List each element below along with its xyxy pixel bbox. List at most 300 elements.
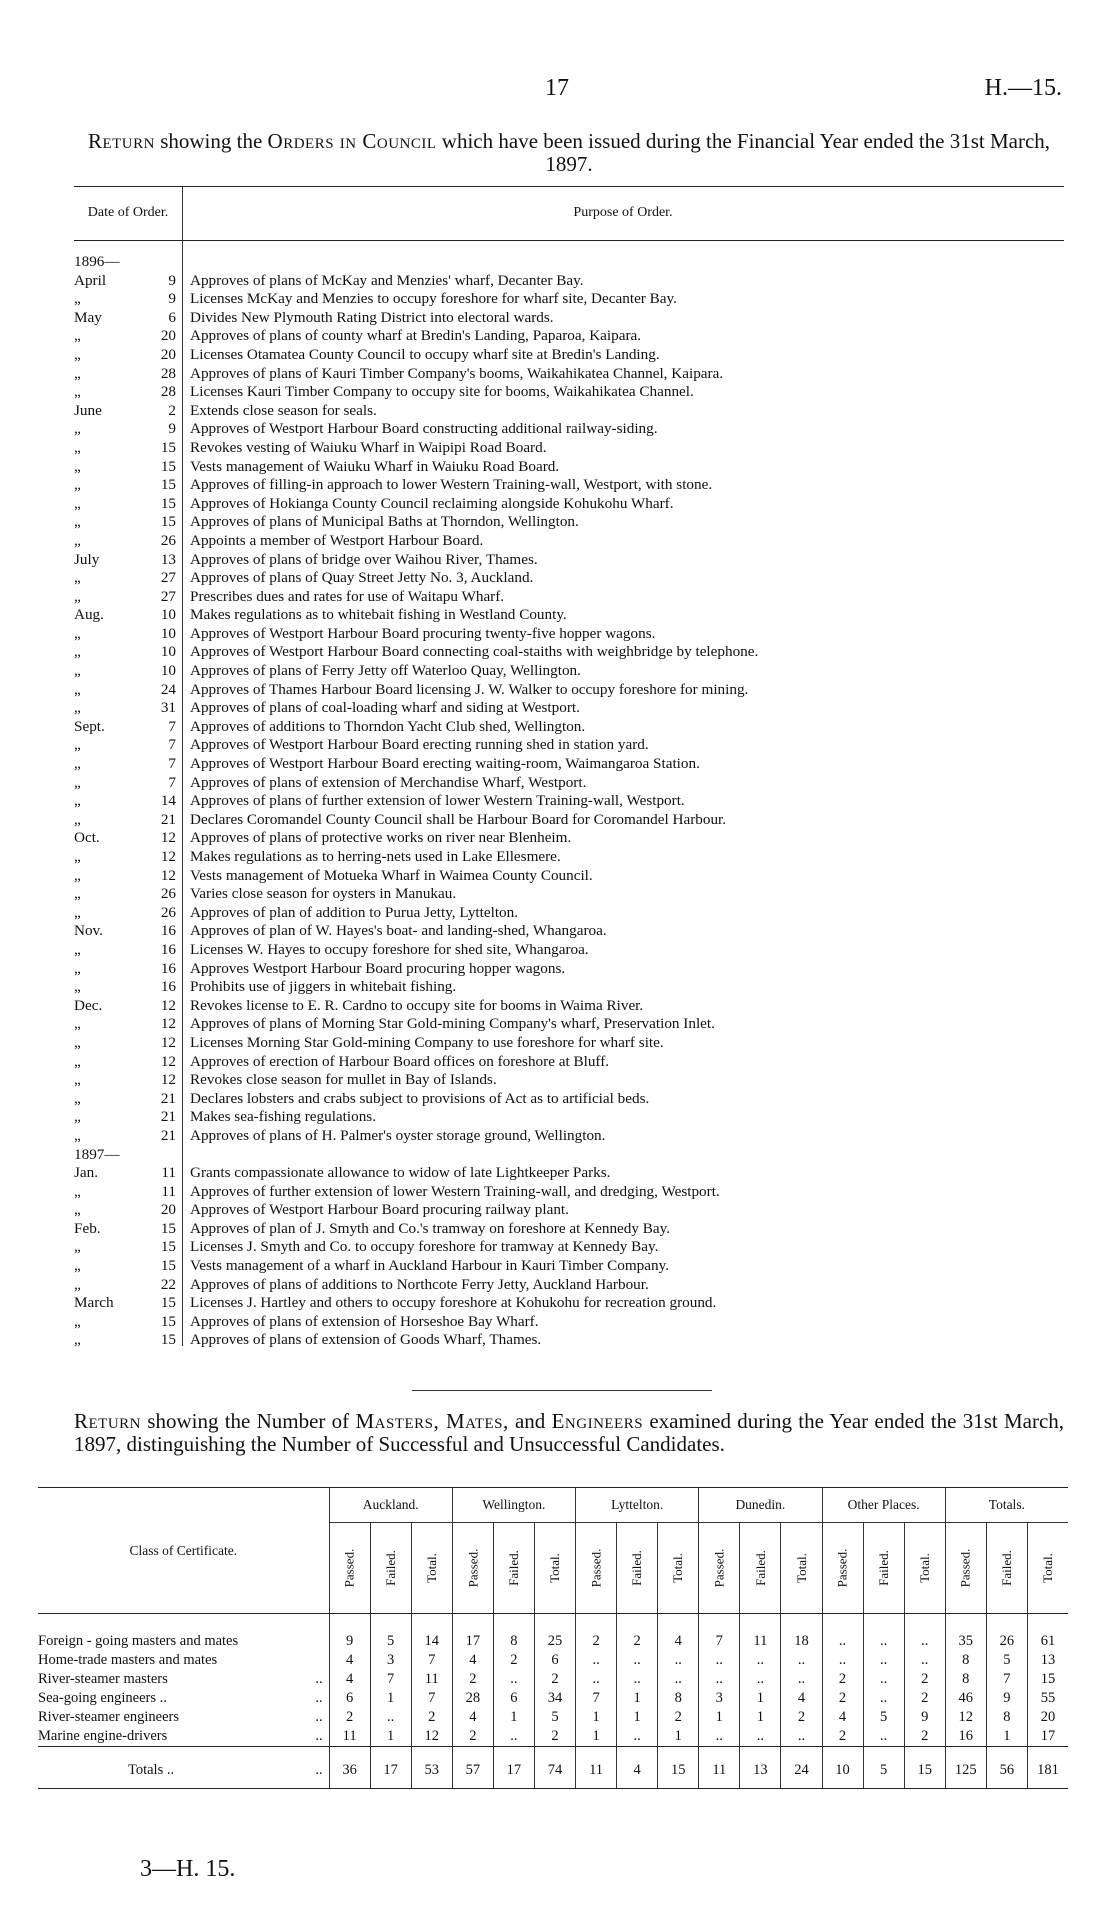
order-day: 7 — [168, 736, 176, 754]
order-day: 12 — [160, 1052, 176, 1070]
order-purpose: Approves of further extension of lower Western Training-wall, and dredging, Westport. — [190, 1182, 720, 1200]
count-cell: 7 — [370, 1670, 411, 1689]
order-month: „ — [74, 513, 81, 531]
count-cell: 11 — [411, 1670, 452, 1689]
count-cell: 4 — [617, 1747, 658, 1789]
order-month: „ — [74, 736, 81, 754]
count-cell: 7 — [986, 1670, 1027, 1689]
order-purpose: Extends close season for seals. — [190, 401, 377, 419]
order-row — [74, 1015, 1064, 1034]
order-row — [74, 941, 1064, 960]
count-cell: 2 — [452, 1670, 493, 1689]
count-cell: 13 — [1027, 1651, 1068, 1670]
order-row — [74, 458, 1064, 477]
subheader-cell — [534, 1523, 575, 1614]
order-day: 28 — [160, 383, 176, 401]
order-purpose: Makes sea-fishing regulations. — [190, 1108, 377, 1126]
count-cell: 5 — [986, 1651, 1027, 1670]
count-cell: 36 — [329, 1747, 370, 1789]
order-purpose: Revokes vesting of Waiuku Wharf in Waipipi Road Board. — [190, 438, 547, 456]
order-row — [74, 1313, 1064, 1332]
order-month: „ — [74, 531, 81, 549]
count-cell: 3 — [699, 1689, 740, 1708]
group-auckland: Auckland. — [329, 1488, 452, 1523]
order-day: 10 — [160, 662, 176, 680]
order-purpose: Approves of plans of coal-loading wharf and siding at Westport. — [190, 699, 580, 717]
order-purpose: Licenses W. Hayes to occupy foreshore for shed site, Whangaroa. — [190, 940, 589, 958]
count-cell: 1 — [617, 1689, 658, 1708]
order-day: 16 — [160, 978, 176, 996]
order-day: 26 — [160, 531, 176, 549]
page-reference: H.—15. — [984, 75, 1062, 101]
order-purpose: Vests management of Waiuku Wharf in Waiuku Road Board. — [190, 457, 560, 475]
year-marker: 1896— — [74, 253, 120, 270]
count-cell: .. — [822, 1614, 863, 1652]
count-cell: .. — [658, 1670, 699, 1689]
count-cell: .. — [617, 1727, 658, 1747]
order-row — [74, 885, 1064, 904]
order-row — [74, 643, 1064, 662]
count-cell: 4 — [781, 1689, 822, 1708]
order-day: 15 — [160, 1238, 176, 1256]
count-cell: 17 — [452, 1614, 493, 1652]
order-purpose: Approves of plans of extension of Merchandise Wharf, Westport. — [190, 773, 587, 791]
order-month: Jan. — [74, 1164, 99, 1182]
order-row — [74, 1201, 1064, 1220]
order-month: Oct. — [74, 829, 100, 847]
order-month: „ — [74, 755, 81, 773]
count-cell: 7 — [411, 1689, 452, 1708]
count-cell: 17 — [1027, 1727, 1068, 1747]
order-month: Sept. — [74, 717, 105, 735]
count-cell: .. — [781, 1727, 822, 1747]
order-month: Feb. — [74, 1219, 101, 1237]
order-row — [74, 829, 1064, 848]
count-cell: 2 — [822, 1670, 863, 1689]
order-purpose: Grants compassionate allowance to widow of late Lightkeeper Parks. — [190, 1164, 611, 1182]
count-cell: 2 — [822, 1689, 863, 1708]
count-cell: 24 — [781, 1747, 822, 1789]
page-number: 17 — [545, 75, 569, 101]
subheader-label: Passed. — [464, 1548, 480, 1587]
count-cell: 26 — [986, 1614, 1027, 1652]
subheader-label: Failed. — [752, 1549, 768, 1586]
order-purpose: Approves of plans of Quay Street Jetty No. 3, Auckland. — [190, 569, 534, 587]
order-purpose: Approves of Westport Harbour Board constructing additional railway-siding. — [190, 420, 658, 438]
count-cell: .. — [493, 1727, 534, 1747]
subheader-cell — [493, 1523, 534, 1614]
group-dunedin: Dunedin. — [699, 1488, 822, 1523]
count-cell: 25 — [534, 1614, 575, 1652]
order-day: 15 — [160, 494, 176, 512]
subheader-label: Failed. — [998, 1549, 1014, 1586]
order-month: „ — [74, 810, 81, 828]
order-row — [74, 1090, 1064, 1109]
subheader-cell — [452, 1523, 493, 1614]
subheader-cell — [1027, 1523, 1068, 1614]
count-cell: 2 — [493, 1651, 534, 1670]
count-cell: .. — [576, 1670, 617, 1689]
leader-dots: .. — [315, 1709, 323, 1725]
exam-heading-return: Return — [74, 1409, 142, 1433]
order-row — [74, 588, 1064, 607]
order-month: May — [74, 308, 102, 326]
subheader-label: Total. — [546, 1552, 562, 1583]
subheader-cell — [699, 1523, 740, 1614]
order-purpose: Approves of Thames Harbour Board licensing J. W. Walker to occupy foreshore for mining. — [190, 680, 749, 698]
footer-signature: 3—H. 15. — [140, 1856, 236, 1882]
count-cell: 1 — [493, 1708, 534, 1727]
count-cell: 2 — [411, 1708, 452, 1727]
order-purpose: Declares lobsters and crabs subject to provisions of Act as to artificial beds. — [190, 1089, 650, 1107]
count-cell: 2 — [904, 1670, 945, 1689]
order-row — [74, 383, 1064, 402]
certificate-class-cell — [38, 1670, 329, 1689]
order-month: „ — [74, 624, 81, 642]
order-row — [74, 309, 1064, 328]
order-day: 21 — [160, 1108, 176, 1126]
count-cell: 1 — [740, 1708, 781, 1727]
order-row — [74, 1331, 1064, 1350]
count-cell: 8 — [493, 1614, 534, 1652]
order-month: „ — [74, 1033, 81, 1051]
orders-heading-text-b: which have been issued during the Financial Year ended the 31st March, 1897. — [436, 129, 1051, 176]
count-cell: 46 — [945, 1689, 986, 1708]
order-row — [74, 774, 1064, 793]
certificate-class-label: Totals .. — [128, 1762, 175, 1778]
count-cell: 11 — [576, 1747, 617, 1789]
count-cell: .. — [617, 1670, 658, 1689]
order-row — [74, 1257, 1064, 1276]
order-row — [74, 513, 1064, 532]
date-column-header: Date of Order. — [87, 205, 169, 220]
order-row — [74, 1127, 1064, 1146]
count-cell: 12 — [411, 1727, 452, 1747]
count-cell: 13 — [740, 1747, 781, 1789]
order-row — [74, 495, 1064, 514]
order-month: Nov. — [74, 922, 103, 940]
order-row — [74, 402, 1064, 421]
subheader-cell — [822, 1523, 863, 1614]
subheader-cell — [411, 1523, 452, 1614]
order-month: „ — [74, 1201, 81, 1219]
order-row — [74, 1220, 1064, 1239]
order-day: 27 — [160, 569, 176, 587]
order-row — [74, 978, 1064, 997]
count-cell: 6 — [493, 1689, 534, 1708]
order-month: „ — [74, 569, 81, 587]
count-cell: 7 — [699, 1614, 740, 1652]
count-cell: .. — [863, 1689, 904, 1708]
order-day: 7 — [168, 755, 176, 773]
order-day: 15 — [160, 513, 176, 531]
order-row — [74, 848, 1064, 867]
count-cell: 8 — [945, 1651, 986, 1670]
order-row — [74, 1276, 1064, 1295]
purpose-column-header: Purpose of Order. — [573, 205, 673, 220]
count-cell: 11 — [699, 1747, 740, 1789]
order-month: „ — [74, 848, 81, 865]
subheader-label: Failed. — [629, 1549, 645, 1586]
order-month: „ — [74, 792, 81, 810]
order-day: 10 — [160, 606, 176, 624]
count-cell: 2 — [329, 1708, 370, 1727]
orders-table-top-rule — [74, 186, 1064, 187]
order-row — [74, 327, 1064, 346]
order-purpose: Prescribes dues and rates for use of Waitapu Wharf. — [190, 587, 505, 605]
orders-list — [74, 253, 1064, 1350]
order-day: 9 — [168, 420, 176, 438]
count-cell: 5 — [370, 1614, 411, 1652]
totals-row — [38, 1747, 1068, 1789]
count-cell: 2 — [781, 1708, 822, 1727]
count-cell: .. — [740, 1670, 781, 1689]
count-cell: 1 — [740, 1689, 781, 1708]
order-month: „ — [74, 1312, 81, 1330]
order-purpose: Approves of plan of addition to Purua Jetty, Lyttelton. — [190, 903, 519, 921]
order-month: „ — [74, 773, 81, 791]
certificate-class-cell — [38, 1708, 329, 1727]
order-month: „ — [74, 680, 81, 698]
order-month: „ — [74, 587, 81, 605]
certificate-class-label: River-steamer engineers — [38, 1709, 180, 1725]
order-day: 15 — [160, 1294, 176, 1312]
count-cell: 10 — [822, 1747, 863, 1789]
order-row — [74, 811, 1064, 830]
order-row — [74, 904, 1064, 923]
order-day: 16 — [160, 959, 176, 977]
count-cell: .. — [822, 1651, 863, 1670]
order-month: „ — [74, 1182, 81, 1200]
certificate-row — [38, 1689, 1068, 1708]
exam-heading-engineers: Engineers — [551, 1409, 644, 1433]
count-cell: 11 — [740, 1614, 781, 1652]
subheader-cell — [617, 1523, 658, 1614]
count-cell: 9 — [986, 1689, 1027, 1708]
count-cell: .. — [658, 1651, 699, 1670]
order-row — [74, 1238, 1064, 1257]
year-marker: 1897— — [74, 1145, 120, 1163]
order-purpose: Approves of Westport Harbour Board procuring twenty-five hopper wagons. — [190, 624, 656, 642]
order-month: „ — [74, 1238, 81, 1256]
count-cell: 15 — [1027, 1670, 1068, 1689]
order-month: Aug. — [74, 606, 104, 624]
count-cell: 8 — [658, 1689, 699, 1708]
order-purpose: Approves of plans of Municipal Baths at Thorndon, Wellington. — [190, 513, 579, 531]
order-row — [74, 1183, 1064, 1202]
count-cell: 53 — [411, 1747, 452, 1789]
order-month: „ — [74, 1015, 81, 1033]
order-purpose: Declares Coromandel County Council shall be Harbour Board for Coromandel Harbour. — [190, 810, 727, 828]
count-cell: .. — [904, 1651, 945, 1670]
order-day: 12 — [160, 848, 176, 865]
order-day: 22 — [160, 1275, 176, 1293]
leader-dots: .. — [315, 1671, 323, 1687]
certificate-class-cell — [38, 1614, 329, 1652]
certificate-class-label: Home-trade masters and mates — [38, 1652, 218, 1668]
order-month: „ — [74, 866, 81, 884]
order-month: Dec. — [74, 996, 103, 1014]
subheader-label: Passed. — [711, 1548, 727, 1587]
count-cell: 1 — [576, 1727, 617, 1747]
count-cell: 4 — [452, 1708, 493, 1727]
order-purpose: Approves of plans of Kauri Timber Company's booms, Waikahikatea Channel, Kaipara. — [190, 364, 724, 382]
order-day: 10 — [160, 624, 176, 642]
order-purpose: Vests management of a wharf in Auckland Harbour in Kauri Timber Company. — [190, 1257, 670, 1275]
order-day: 15 — [160, 457, 176, 475]
order-purpose: Approves of erection of Harbour Board offices on foreshore at Bluff. — [190, 1052, 610, 1070]
group-header-row — [38, 1488, 1068, 1523]
order-row — [74, 476, 1064, 495]
subheader-cell — [740, 1523, 781, 1614]
subheader-label: Total. — [916, 1552, 932, 1583]
order-day: 20 — [160, 345, 176, 363]
subheader-label: Failed. — [382, 1549, 398, 1586]
order-month: „ — [74, 290, 81, 308]
order-month: „ — [74, 978, 81, 996]
order-row — [74, 290, 1064, 309]
count-cell: 1 — [986, 1727, 1027, 1747]
count-cell: 4 — [329, 1670, 370, 1689]
count-cell: 125 — [945, 1747, 986, 1789]
order-row — [74, 1034, 1064, 1053]
count-cell: .. — [863, 1614, 904, 1652]
order-month: „ — [74, 383, 81, 401]
order-month: „ — [74, 1275, 81, 1293]
order-purpose: Licenses Otamatea County Council to occupy wharf site at Bredin's Landing. — [190, 345, 660, 363]
count-cell: 8 — [945, 1670, 986, 1689]
order-purpose: Licenses J. Smyth and Co. to occupy foreshore for tramway at Kennedy Bay. — [190, 1238, 659, 1256]
count-cell: 4 — [452, 1651, 493, 1670]
leader-dots: .. — [315, 1762, 323, 1778]
order-purpose: Approves of plans of county wharf at Bredin's Landing, Paparoa, Kaipara. — [190, 327, 642, 345]
order-row — [74, 1108, 1064, 1127]
certificate-class-label: River-steamer masters — [38, 1671, 168, 1687]
order-day: 21 — [160, 1126, 176, 1144]
order-row — [74, 1053, 1064, 1072]
order-month: „ — [74, 1052, 81, 1070]
count-cell: .. — [699, 1727, 740, 1747]
count-cell: 11 — [329, 1727, 370, 1747]
order-purpose: Approves of plan of J. Smyth and Co.'s tramway on foreshore at Kennedy Bay. — [190, 1219, 671, 1237]
order-day: 20 — [160, 1201, 176, 1219]
section-separator — [412, 1390, 712, 1391]
order-row — [74, 420, 1064, 439]
certificate-class-label: Marine engine-drivers — [38, 1728, 168, 1744]
count-cell: 2 — [617, 1614, 658, 1652]
orders-heading-text-a: showing the — [154, 129, 268, 153]
class-of-certificate-header: Class of Certificate. — [38, 1488, 329, 1614]
count-cell: 28 — [452, 1689, 493, 1708]
order-row — [74, 346, 1064, 365]
order-purpose: Revokes close season for mullet in Bay of Islands. — [190, 1071, 497, 1089]
count-cell: 9 — [329, 1614, 370, 1652]
orders-heading-return: Return — [87, 129, 155, 153]
order-day: 24 — [160, 680, 176, 698]
count-cell: .. — [781, 1651, 822, 1670]
count-cell: .. — [740, 1727, 781, 1747]
order-day: 6 — [168, 308, 176, 326]
count-cell: 2 — [904, 1689, 945, 1708]
group-other-places: Other Places. — [822, 1488, 945, 1523]
order-purpose: Varies close season for oysters in Manukau. — [190, 885, 457, 903]
count-cell: 5 — [863, 1708, 904, 1727]
order-purpose: Licenses Kauri Timber Company to occupy site for booms, Waikahikatea Channel. — [190, 383, 694, 401]
order-row — [74, 736, 1064, 755]
count-cell: 17 — [370, 1747, 411, 1789]
order-month: April — [74, 271, 107, 289]
count-cell: .. — [863, 1670, 904, 1689]
exam-heading-text-a: showing the Number of — [141, 1409, 356, 1433]
subheader-label: Failed. — [505, 1549, 521, 1586]
order-day: 20 — [160, 327, 176, 345]
order-month: „ — [74, 345, 81, 363]
order-row — [74, 1294, 1064, 1313]
count-cell: 18 — [781, 1614, 822, 1652]
order-month: July — [74, 550, 100, 568]
order-purpose: Approves of Westport Harbour Board erecting running shed in station yard. — [190, 736, 649, 754]
count-cell: 3 — [370, 1651, 411, 1670]
count-cell: 35 — [945, 1614, 986, 1652]
examinations-table — [38, 1487, 1068, 1789]
order-day: 12 — [160, 866, 176, 884]
count-cell: 1 — [370, 1689, 411, 1708]
order-day: 11 — [161, 1164, 176, 1182]
subheader-cell — [658, 1523, 699, 1614]
order-day: 16 — [160, 940, 176, 958]
order-row — [74, 792, 1064, 811]
certificate-row — [38, 1727, 1068, 1747]
certificate-class-cell — [38, 1747, 329, 1789]
order-purpose: Approves of plans of extension of Horseshoe Bay Wharf. — [190, 1312, 539, 1330]
count-cell: 2 — [534, 1670, 575, 1689]
certificate-row — [38, 1670, 1068, 1689]
count-cell: 5 — [863, 1747, 904, 1789]
order-month: „ — [74, 1331, 81, 1349]
order-day: 12 — [160, 1015, 176, 1033]
order-purpose: Approves of plans of protective works on river near Blenheim. — [190, 829, 572, 847]
exam-heading-text-c: examined during the Year ended the 31st March, 1897, distinguishing the Number of Successful and Unsuccessful Candidates. — [74, 1409, 1065, 1456]
count-cell: 15 — [904, 1747, 945, 1789]
count-cell: 2 — [576, 1614, 617, 1652]
order-day: 9 — [168, 271, 176, 289]
order-row — [74, 606, 1064, 625]
order-month: March — [74, 1294, 114, 1312]
count-cell: 2 — [822, 1727, 863, 1747]
order-month: June — [74, 401, 102, 419]
order-purpose: Vests management of Motueka Wharf in Waimea County Council. — [190, 866, 593, 884]
count-cell: 1 — [699, 1708, 740, 1727]
order-day: 21 — [160, 1089, 176, 1107]
order-purpose: Approves of plans of additions to Northcote Ferry Jetty, Auckland Harbour. — [190, 1275, 649, 1293]
certificate-class-label: Foreign - going masters and mates — [38, 1633, 239, 1649]
order-day: 15 — [160, 438, 176, 456]
count-cell: 4 — [658, 1614, 699, 1652]
order-row — [74, 755, 1064, 774]
count-cell: .. — [370, 1708, 411, 1727]
order-row — [74, 439, 1064, 458]
order-month: „ — [74, 903, 81, 921]
order-month: „ — [74, 364, 81, 382]
order-row — [74, 1164, 1064, 1183]
order-day: 7 — [168, 773, 176, 791]
order-day: 27 — [160, 587, 176, 605]
order-day: 15 — [160, 1257, 176, 1275]
order-purpose: Licenses McKay and Menzies to occupy foreshore for wharf site, Decanter Bay. — [190, 290, 677, 308]
order-purpose: Revokes license to E. R. Cardno to occupy site for booms in Waima River. — [190, 996, 644, 1014]
order-month: „ — [74, 699, 81, 717]
order-purpose: Divides New Plymouth Rating District into electoral wards. — [190, 308, 554, 326]
